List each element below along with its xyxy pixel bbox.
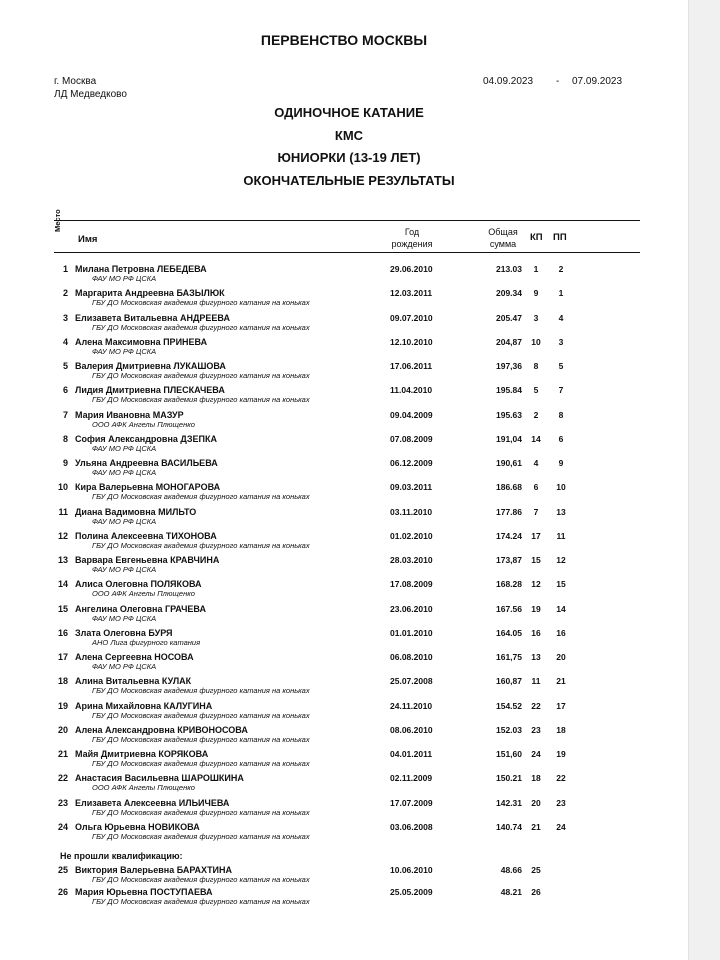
athlete-place: 8	[62, 433, 68, 444]
athlete-short-program-place: 4	[533, 458, 539, 469]
athlete-birthdate: 23.06.2010	[390, 603, 433, 614]
athlete-club: ГБУ ДО Московская академия фигурного катания на коньках	[92, 710, 310, 720]
athlete-club: ФАУ МО РФ ЦСКА	[92, 346, 157, 356]
athlete-place: 22	[57, 773, 68, 784]
athlete-free-program-place: 7	[558, 385, 564, 396]
athlete-place: 11	[58, 506, 68, 517]
athlete-short-program-place: 22	[531, 700, 541, 711]
athlete-name: Ангелина Олеговна ГРАЧЕВА	[75, 603, 206, 614]
athlete-name: Ольга Юрьевна НОВИКОВА	[75, 821, 200, 832]
table-row	[0, 865, 688, 889]
column-header-kp: КП	[530, 232, 543, 243]
athlete-club: ФАУ МО РФ ЦСКА	[92, 613, 157, 623]
athlete-name: Злата Олеговна БУРЯ	[75, 627, 173, 638]
athlete-birthdate: 28.03.2010	[390, 555, 433, 566]
athlete-short-program-place: 26	[531, 887, 541, 897]
venue: ЛД Медведково	[54, 89, 127, 100]
athlete-club: ГБУ ДО Московская академия фигурного катания на коньках	[92, 686, 310, 696]
athlete-total-score: 154.52	[496, 700, 522, 711]
column-header-place: Место	[53, 209, 62, 232]
athlete-birthdate: 25.05.2009	[390, 887, 433, 897]
discipline-heading: ОДИНОЧНОЕ КАТАНИЕ	[274, 105, 424, 120]
athlete-place: 21	[57, 749, 68, 760]
athlete-club: ГБУ ДО Московская академия фигурного катания на коньках	[92, 540, 310, 550]
athlete-birthdate: 06.12.2009	[390, 458, 433, 469]
athlete-name: Ульяна Андреевна ВАСИЛЬЕВА	[75, 458, 218, 469]
athlete-birthdate: 09.04.2009	[390, 409, 433, 420]
table-row	[0, 434, 688, 458]
athlete-club: ООО АФК Ангелы Плющенко	[92, 589, 195, 599]
table-row	[0, 887, 688, 911]
athlete-short-program-place: 14	[531, 433, 541, 444]
athlete-short-program-place: 20	[531, 797, 541, 808]
athlete-birthdate: 24.11.2010	[390, 700, 433, 711]
athlete-birthdate: 25.07.2008	[390, 676, 433, 687]
athlete-place: 18	[57, 676, 68, 687]
athlete-free-program-place: 6	[558, 433, 564, 444]
athlete-total-score: 142.31	[496, 797, 522, 808]
athlete-club: ГБУ ДО Московская академия фигурного катания на коньках	[92, 875, 310, 884]
date-start: 04.09.2023	[483, 76, 534, 87]
athlete-place: 26	[57, 887, 68, 897]
athlete-total-score: 167.56	[496, 603, 522, 614]
athlete-short-program-place: 1	[533, 264, 539, 274]
athlete-short-program-place: 10	[531, 336, 541, 347]
athlete-name: София Александровна ДЗЕПКА	[75, 433, 218, 444]
athlete-name: Майя Дмитриевна КОРЯКОВА	[75, 749, 209, 760]
athlete-short-program-place: 3	[533, 312, 539, 323]
athlete-name: Алиса Олеговна ПОЛЯКОВА	[75, 579, 202, 590]
column-header-year-line1: Год	[404, 227, 420, 237]
athlete-total-score: 48.66	[500, 865, 522, 875]
athlete-birthdate: 11.04.2010	[390, 385, 433, 396]
athlete-free-program-place: 20	[556, 652, 566, 663]
athlete-birthdate: 01.02.2010	[390, 530, 433, 541]
athlete-name: Елизавета Алексеевна ИЛЬИЧЕВА	[75, 797, 230, 808]
athlete-place: 3	[62, 312, 68, 323]
athlete-name: Милана Петровна ЛЕБЕДЕВА	[75, 264, 207, 274]
date-end: 07.09.2023	[572, 76, 623, 87]
column-header-total	[478, 226, 528, 250]
athlete-free-program-place: 17	[556, 700, 566, 711]
column-header-year-line2: рождения	[391, 239, 433, 249]
athlete-place: 7	[62, 409, 68, 420]
athlete-total-score: 152.03	[496, 724, 522, 735]
athlete-place: 4	[62, 336, 68, 347]
athlete-short-program-place: 24	[531, 749, 541, 760]
athlete-name: Алена Максимовна ПРИНЕВА	[75, 336, 208, 347]
athlete-club: ФАУ МО РФ ЦСКА	[92, 516, 157, 526]
athlete-name: Диана Вадимовна МИЛЬТО	[75, 506, 197, 517]
athlete-free-program-place: 4	[558, 312, 564, 323]
level-heading: КМС	[334, 128, 364, 143]
athlete-birthdate: 17.08.2009	[390, 579, 433, 590]
athlete-place: 23	[57, 797, 68, 808]
athlete-total-score: 160,87	[496, 676, 522, 687]
athlete-place: 15	[57, 603, 68, 614]
date-separator: -	[556, 76, 560, 87]
table-row	[0, 482, 688, 506]
athlete-birthdate: 12.10.2010	[390, 336, 433, 347]
athlete-total-score: 205.47	[496, 312, 522, 323]
athlete-free-program-place: 18	[556, 724, 566, 735]
table-row	[0, 531, 688, 555]
athlete-total-score: 150.21	[496, 773, 522, 784]
athlete-place: 16	[57, 627, 68, 638]
athlete-place: 13	[57, 555, 68, 566]
athlete-short-program-place: 19	[531, 603, 541, 614]
athlete-free-program-place: 10	[556, 482, 566, 493]
athlete-place: 1	[62, 264, 68, 274]
athlete-short-program-place: 5	[533, 385, 539, 396]
athlete-free-program-place: 1	[558, 288, 564, 299]
athlete-free-program-place: 2	[558, 264, 564, 274]
table-row	[0, 555, 688, 579]
athlete-total-score: 177.86	[496, 506, 522, 517]
athlete-free-program-place: 15	[556, 579, 566, 590]
table-header-top-line	[54, 220, 640, 221]
athlete-birthdate: 10.06.2010	[390, 865, 433, 875]
athlete-club: ФАУ МО РФ ЦСКА	[92, 565, 157, 575]
athlete-short-program-place: 16	[531, 627, 541, 638]
results-heading: ОКОНЧАТЕЛЬНЫЕ РЕЗУЛЬТАТЫ	[243, 173, 455, 188]
athlete-club: ФАУ МО РФ ЦСКА	[92, 274, 157, 283]
athlete-birthdate: 01.01.2010	[390, 627, 433, 638]
athlete-name: Мария Юрьевна ПОСТУПАЕВА	[75, 887, 213, 897]
athlete-club: ФАУ МО РФ ЦСКА	[92, 443, 157, 453]
table-row	[0, 507, 688, 531]
table-row	[0, 288, 688, 312]
athlete-short-program-place: 7	[533, 506, 539, 517]
athlete-total-score: 195.84	[496, 385, 522, 396]
athlete-name: Алина Витальевна КУЛАК	[75, 676, 192, 687]
athlete-free-program-place: 23	[556, 797, 566, 808]
athlete-short-program-place: 25	[531, 865, 541, 875]
athlete-free-program-place: 19	[556, 749, 566, 760]
athlete-place: 14	[57, 579, 68, 590]
table-row	[0, 701, 688, 725]
athlete-club: ГБУ ДО Московская академия фигурного катания на коньках	[92, 734, 310, 744]
athlete-place: 6	[62, 385, 68, 396]
athlete-free-program-place: 13	[556, 506, 566, 517]
athlete-free-program-place: 24	[556, 821, 566, 832]
athlete-place: 20	[57, 724, 68, 735]
athlete-birthdate: 02.11.2009	[390, 773, 433, 784]
athlete-total-score: 213.03	[496, 264, 522, 274]
athlete-total-score: 140.74	[496, 821, 522, 832]
athlete-name: Лидия Дмитриевна ПЛЕСКАЧЕВА	[75, 385, 225, 396]
athlete-birthdate: 07.08.2009	[390, 433, 433, 444]
athlete-place: 25	[57, 865, 68, 875]
athlete-club: ООО АФК Ангелы Плющенко	[92, 419, 195, 429]
column-header-total-line1: Общая	[488, 227, 518, 237]
table-row	[0, 264, 688, 288]
athlete-free-program-place: 3	[558, 336, 564, 347]
athlete-total-score: 151,60	[496, 749, 522, 760]
athlete-total-score: 161,75	[496, 652, 522, 663]
athlete-total-score: 164.05	[496, 627, 522, 638]
athlete-short-program-place: 21	[531, 821, 541, 832]
athlete-club: ГБУ ДО Московская академия фигурного катания на коньках	[92, 897, 310, 906]
athlete-club: ГБУ ДО Московская академия фигурного катания на коньках	[92, 371, 310, 381]
column-header-name: Имя	[78, 234, 98, 245]
table-row	[0, 337, 688, 361]
athlete-free-program-place: 12	[556, 555, 566, 566]
table-row	[0, 313, 688, 337]
athlete-birthdate: 04.01.2011	[390, 749, 433, 760]
column-header-year	[380, 226, 444, 250]
table-row	[0, 749, 688, 773]
athlete-birthdate: 03.11.2010	[390, 506, 433, 517]
table-row	[0, 822, 688, 846]
category-heading: ЮНИОРКИ (13-19 ЛЕТ)	[277, 150, 421, 165]
athlete-club: ГБУ ДО Московская академия фигурного катания на коньках	[92, 298, 310, 308]
athlete-short-program-place: 15	[531, 555, 541, 566]
athlete-total-score: 209.34	[496, 288, 522, 299]
athlete-short-program-place: 8	[533, 361, 539, 372]
athlete-birthdate: 03.06.2008	[390, 821, 433, 832]
athlete-name: Варвара Евгеньевна КРАВЧИНА	[75, 555, 220, 566]
athlete-short-program-place: 12	[531, 579, 541, 590]
table-row	[0, 410, 688, 434]
table-row	[0, 725, 688, 749]
column-header-pp: ПП	[553, 232, 567, 243]
table-row	[0, 628, 688, 652]
table-row	[0, 652, 688, 676]
athlete-short-program-place: 6	[533, 482, 539, 493]
athlete-total-score: 195.63	[496, 409, 522, 420]
athlete-free-program-place: 16	[556, 627, 566, 638]
column-header-total-line2: сумма	[489, 239, 517, 249]
athlete-total-score: 168.28	[496, 579, 522, 590]
athlete-name: Арина Михайловна КАЛУГИНА	[75, 700, 213, 711]
athlete-free-program-place: 11	[556, 530, 566, 541]
athlete-name: Кира Валерьевна МОНОГАРОВА	[75, 482, 221, 493]
athlete-total-score: 48.21	[500, 887, 522, 897]
athlete-place: 12	[57, 530, 68, 541]
athlete-birthdate: 08.06.2010	[390, 724, 433, 735]
athlete-free-program-place: 14	[556, 603, 566, 614]
athlete-name: Виктория Валерьевна БАРАХТИНА	[75, 865, 233, 875]
athlete-total-score: 173,87	[496, 555, 522, 566]
athlete-place: 9	[62, 458, 68, 469]
competition-title: ПЕРВЕНСТВО МОСКВЫ	[260, 32, 428, 48]
athlete-club: ГБУ ДО Московская академия фигурного катания на коньках	[92, 322, 310, 332]
table-header-bottom-line	[54, 252, 640, 253]
athlete-club: АНО Лига фигурного катания	[92, 637, 201, 647]
athlete-free-program-place: 8	[558, 409, 564, 420]
athlete-name: Елизавета Витальевна АНДРЕЕВА	[75, 312, 230, 323]
athlete-club: ФАУ МО РФ ЦСКА	[92, 662, 157, 672]
athlete-free-program-place: 9	[558, 458, 564, 469]
athlete-place: 24	[57, 821, 68, 832]
athlete-club: ГБУ ДО Московская академия фигурного катания на коньках	[92, 759, 310, 769]
table-row	[0, 604, 688, 628]
table-row	[0, 361, 688, 385]
viewer-right-margin	[688, 0, 720, 960]
athlete-birthdate: 29.06.2010	[390, 264, 433, 274]
athlete-club: ГБУ ДО Московская академия фигурного катания на коньках	[92, 807, 310, 817]
athlete-birthdate: 06.08.2010	[390, 652, 433, 663]
athlete-name: Алена Сергеевна НОСОВА	[75, 652, 194, 663]
athlete-name: Полина Алексеевна ТИХОНОВА	[75, 530, 217, 541]
athlete-total-score: 197,36	[496, 361, 522, 372]
athlete-place: 17	[57, 652, 68, 663]
athlete-club: ГБУ ДО Московская академия фигурного катания на коньках	[92, 492, 310, 502]
athlete-place: 2	[62, 288, 68, 299]
athlete-short-program-place: 9	[533, 288, 539, 299]
athlete-place: 5	[62, 361, 68, 372]
athlete-club: ФАУ МО РФ ЦСКА	[92, 468, 157, 478]
table-row	[0, 579, 688, 603]
table-row	[0, 458, 688, 482]
athlete-place: 19	[57, 700, 68, 711]
athlete-total-score: 204,87	[496, 336, 522, 347]
athlete-free-program-place: 21	[556, 676, 566, 687]
athlete-club: ООО АФК Ангелы Плющенко	[92, 783, 195, 793]
athlete-short-program-place: 23	[531, 724, 541, 735]
table-row	[0, 385, 688, 409]
athlete-free-program-place: 22	[556, 773, 566, 784]
athlete-name: Маргарита Андреевна БАЗЫЛЮК	[75, 288, 225, 299]
athlete-free-program-place: 5	[558, 361, 564, 372]
athlete-birthdate: 09.07.2010	[390, 312, 433, 323]
not-qualified-label: Не прошли квалификацию:	[60, 851, 183, 861]
athlete-name: Алена Александровна КРИВОНОСОВА	[75, 724, 248, 735]
athlete-short-program-place: 2	[533, 409, 539, 420]
athlete-birthdate: 17.07.2009	[390, 797, 433, 808]
athlete-birthdate: 12.03.2011	[390, 288, 433, 299]
athlete-total-score: 186.68	[496, 482, 522, 493]
athlete-club: ГБУ ДО Московская академия фигурного катания на коньках	[92, 395, 310, 405]
athlete-birthdate: 17.06.2011	[390, 361, 433, 372]
athlete-short-program-place: 17	[531, 530, 541, 541]
athlete-name: Мария Ивановна МАЗУР	[75, 409, 184, 420]
athlete-total-score: 174.24	[496, 530, 522, 541]
athlete-name: Анастасия Васильевна ШАРОШКИНА	[75, 773, 244, 784]
table-row	[0, 773, 688, 797]
athlete-total-score: 191,04	[496, 433, 522, 444]
athlete-total-score: 190,61	[496, 458, 522, 469]
athlete-club: ГБУ ДО Московская академия фигурного катания на коньках	[92, 831, 310, 841]
athlete-short-program-place: 11	[531, 676, 541, 687]
athlete-short-program-place: 18	[531, 773, 541, 784]
table-row	[0, 676, 688, 700]
athlete-birthdate: 09.03.2011	[390, 482, 433, 493]
table-row	[0, 798, 688, 822]
city: г. Москва	[54, 76, 97, 87]
athlete-short-program-place: 13	[531, 652, 541, 663]
athlete-name: Валерия Дмитриевна ЛУКАШОВА	[75, 361, 226, 372]
athlete-place: 10	[57, 482, 68, 493]
